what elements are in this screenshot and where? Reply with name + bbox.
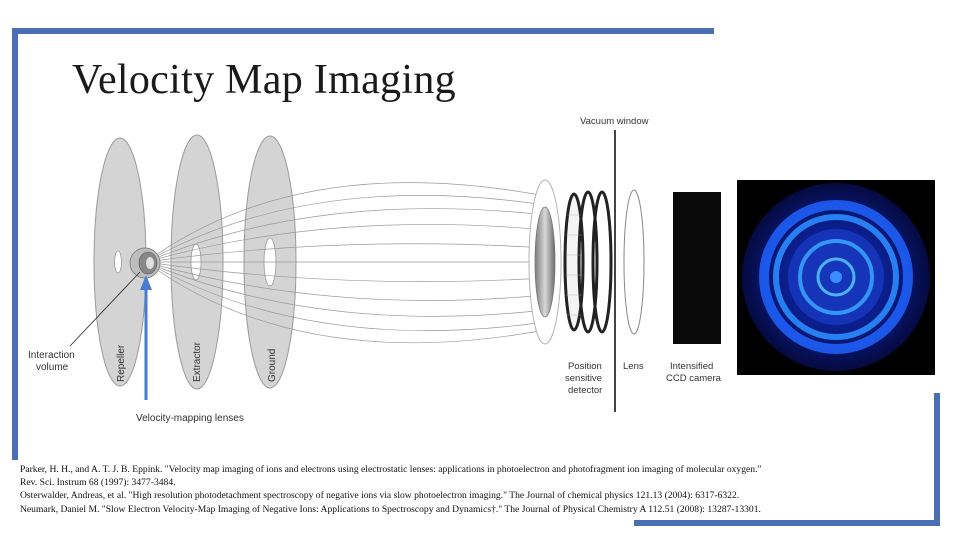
reference-line: Osterwalder, Andreas, et al. "High resolution photodetachment spectroscopy of negative ions via slow photoelectron imaging." The Journal of chemical physics 121.13 (2004): 6317-6322.	[20, 490, 740, 502]
vacuum-window-label: Vacuum window	[580, 116, 649, 127]
ccd-label-line2: CCD camera	[666, 373, 721, 384]
references	[20, 463, 761, 516]
detector-flange	[529, 180, 561, 344]
ccd-label-line1: Intensified	[670, 361, 714, 372]
reference-line: Parker, H. H., and A. T. J. B. Eppink. "Velocity map imaging of ions and electrons using electrostatic lenses: applications in photoelectron and photofragment ion imaging of molecular oxygen."	[20, 464, 762, 475]
repeller-label: Repeller	[116, 344, 127, 382]
lens-label: Lens	[623, 361, 644, 372]
reference-line: Neumark, Daniel M. "Slow Electron Velocity-Map Imaging of Negative Ions: Applications to Spectroscopy and Dynamics†." The Journal of Physical Chemistry A 112.51 (2008): 13287-13301.	[20, 503, 761, 515]
interaction-label-line2: volume	[36, 362, 69, 373]
velocity-mapping-lenses-label: Velocity-mapping lenses	[136, 413, 244, 424]
position-label-line3: detector	[568, 385, 603, 396]
position-sensitive-detector	[565, 192, 611, 332]
vmi-detector-image	[737, 180, 935, 375]
interaction-label-line1: Interaction	[28, 350, 75, 361]
extractor-label: Extractor	[192, 341, 203, 382]
ccd-camera	[673, 192, 721, 344]
position-label-line1: Position	[568, 361, 602, 372]
slide-title: Velocity Map Imaging	[72, 57, 456, 103]
interaction-volume-sphere	[130, 248, 160, 278]
position-label-line2: sensitive	[565, 373, 602, 384]
ground-label: Ground	[267, 348, 278, 382]
reference-line: Rev. Sci. Instrum 68 (1997): 3477-3484.	[20, 477, 176, 489]
lens	[624, 190, 644, 334]
